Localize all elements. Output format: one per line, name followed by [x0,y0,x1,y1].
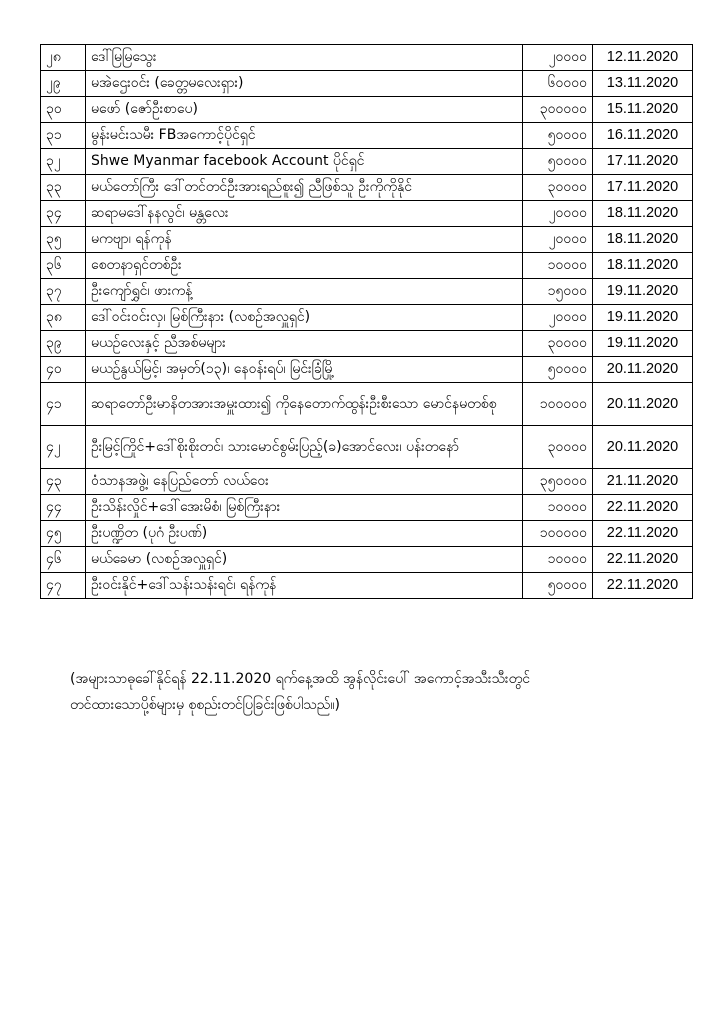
donation-date: 15.11.2020 [593,97,693,123]
row-number: ၃၉ [41,331,86,357]
table-row [41,45,693,71]
donation-amount: ၃၀၀၀၀ [523,175,593,201]
donor-name: ဆရာတော်ဦးမာနိတအားအမှူးထား၍ ကိုနေတောက်ထွန်းဦးစီးသော မောင်နမတစ်စု [86,383,523,426]
donation-table [40,44,693,599]
table-row [41,305,693,331]
table-row [41,521,693,547]
donation-date: 21.11.2020 [593,469,693,495]
row-number: ၄၁ [41,383,86,426]
table-row [41,279,693,305]
row-number: ၃၆ [41,253,86,279]
donor-name: မယဉ်လေးနှင့် ညီအစ်မများ [86,331,523,357]
donation-amount: ၃၅၀၀၀၀ [523,469,593,495]
donation-date: 22.11.2020 [593,495,693,521]
donation-amount: ၁၀၀၀၀ [523,547,593,573]
donation-amount: ၆၀၀၀၀ [523,71,593,97]
row-number: ၃၅ [41,227,86,253]
donor-name: ဒေါ်မြမြသွေး [86,45,523,71]
table-row [41,175,693,201]
donor-name: ဦးသိန်းလှိုင်+ဒေါ်အေးမိစံ၊ မြစ်ကြီးနား [86,495,523,521]
donor-name: ဦးပဏ္ဍိတ (ပုဂံ ဦးပဏ်) [86,521,523,547]
donation-date: 22.11.2020 [593,547,693,573]
row-number: ၃၈ [41,305,86,331]
donation-date: 22.11.2020 [593,521,693,547]
row-number: ၃၂ [41,149,86,175]
donation-date: 20.11.2020 [593,357,693,383]
donation-date: 18.11.2020 [593,253,693,279]
row-number: ၄၇ [41,573,86,599]
donor-name: ဝံသာနအဖွဲ့၊ နေပြည်တော် လယ်ဝေး [86,469,523,495]
donation-date: 17.11.2020 [593,149,693,175]
row-number: ၃၄ [41,201,86,227]
table-row [41,331,693,357]
donation-date: 19.11.2020 [593,279,693,305]
donation-amount: ၅၀၀၀၀ [523,123,593,149]
donor-name: စေတနာရှင်တစ်ဦး [86,253,523,279]
row-number: ၃၁ [41,123,86,149]
donation-amount: ၅၀၀၀၀ [523,149,593,175]
donation-date: 18.11.2020 [593,227,693,253]
donation-amount: ၃၀၀၀၀ [523,426,593,469]
donor-name: ဦးကျော်ရွှင်၊ ဖားကန့် [86,279,523,305]
table-row [41,357,693,383]
table-row [41,573,693,599]
donor-name: မယ်တော်ကြီး ဒေါ်တင်တင်ဦးအားရည်စူး၍ ညီဖြစ်သူ ဦးကိုကိုနိုင် [86,175,523,201]
donation-date: 22.11.2020 [593,573,693,599]
donor-name: ဦးမြင့်ကြိုင်+ဒေါ်စိုးစိုးတင်၊ သားမောင်စွမ်းပြည့်(ခ)အောင်လေး၊ ပန်းတနော် [86,426,523,469]
donation-amount: ၁၀၀၀၀၀ [523,383,593,426]
donation-date: 18.11.2020 [593,201,693,227]
donor-name: မွန်းမင်းသမီး FBအကောင့်ပိုင်ရှင် [86,123,523,149]
donation-amount: ၁၀၀၀၀ [523,495,593,521]
donor-name: မယဉ်နွယ်မြင့်၊ အမှတ်(၁၃)၊ နေဝန်းရပ်၊ မြင်းခြံမြို့ [86,357,523,383]
donation-amount: ၁၀၀၀၀၀ [523,521,593,547]
table-row [41,469,693,495]
table-row [41,383,693,426]
footnote [70,666,670,718]
row-number: ၄၃ [41,469,86,495]
donation-date: 16.11.2020 [593,123,693,149]
donation-table-body [41,45,693,599]
table-row [41,426,693,469]
donation-date: 17.11.2020 [593,175,693,201]
footnote-line-2: တင်ထားသောပို့စ်များမှ စုစည်းတင်ပြခြင်းဖြစ်ပါသည်။) [70,697,340,713]
table-row [41,495,693,521]
row-number: ၄၆ [41,547,86,573]
row-number: ၄၀ [41,357,86,383]
donation-date: 19.11.2020 [593,331,693,357]
donation-date: 13.11.2020 [593,71,693,97]
table-row [41,547,693,573]
donor-name: ဆရာမဒေါ်နနလွင်၊ မန္တလေး [86,201,523,227]
donor-name: မဖော် (ဇော်ဦးစာပေ) [86,97,523,123]
donation-amount: ၂၀၀၀၀ [523,305,593,331]
donation-amount: ၁၀၀၀၀ [523,253,593,279]
row-number: ၂၉ [41,71,86,97]
row-number: ၂၈ [41,45,86,71]
row-number: ၄၅ [41,521,86,547]
donation-amount: ၂၀၀၀၀ [523,45,593,71]
donation-date: 20.11.2020 [593,383,693,426]
table-row [41,123,693,149]
table-row [41,97,693,123]
donation-date: 12.11.2020 [593,45,693,71]
footnote-line-1: (အများသာဓုခေါ်နိုင်ရန် 22.11.2020 ရက်နေ့အထိ အွန်လိုင်းပေါ် အကောင့်အသီးသီးတွင် [70,671,531,687]
table-row [41,201,693,227]
donor-name: မယ်ခေမာ (လစဉ်အလှူရှင်) [86,547,523,573]
table-row [41,149,693,175]
donor-name: Shwe Myanmar facebook Account ပိုင်ရှင် [86,149,523,175]
row-number: ၃၀ [41,97,86,123]
donation-amount: ၂၀၀၀၀ [523,201,593,227]
donation-amount: ၅၀၀၀၀ [523,573,593,599]
row-number: ၄၂ [41,426,86,469]
row-number: ၃၃ [41,175,86,201]
donation-amount: ၂၀၀၀၀ [523,227,593,253]
table-row [41,71,693,97]
table-row [41,227,693,253]
donor-name: မအဲဌေးဝင်း (ခေတ္တမလေးရှား) [86,71,523,97]
donation-amount: ၁၅၀၀၀ [523,279,593,305]
donation-date: 20.11.2020 [593,426,693,469]
donation-amount: ၃၀၀၀၀ [523,331,593,357]
donation-date: 19.11.2020 [593,305,693,331]
table-row [41,253,693,279]
donation-amount: ၃၀၀၀၀၀ [523,97,593,123]
donor-name: ဒေါ်ဝင်းဝင်းလှ၊ မြစ်ကြီးနား (လစဉ်အလှူရှင်) [86,305,523,331]
donor-name: ဦးဝင်းနိုင်+ဒေါ်သန်းသန်းရင်၊ ရန်ကုန် [86,573,523,599]
donation-amount: ၅၀၀၀၀ [523,357,593,383]
donor-name: မကဗျာ၊ ရန်ကုန် [86,227,523,253]
row-number: ၄၄ [41,495,86,521]
row-number: ၃၇ [41,279,86,305]
